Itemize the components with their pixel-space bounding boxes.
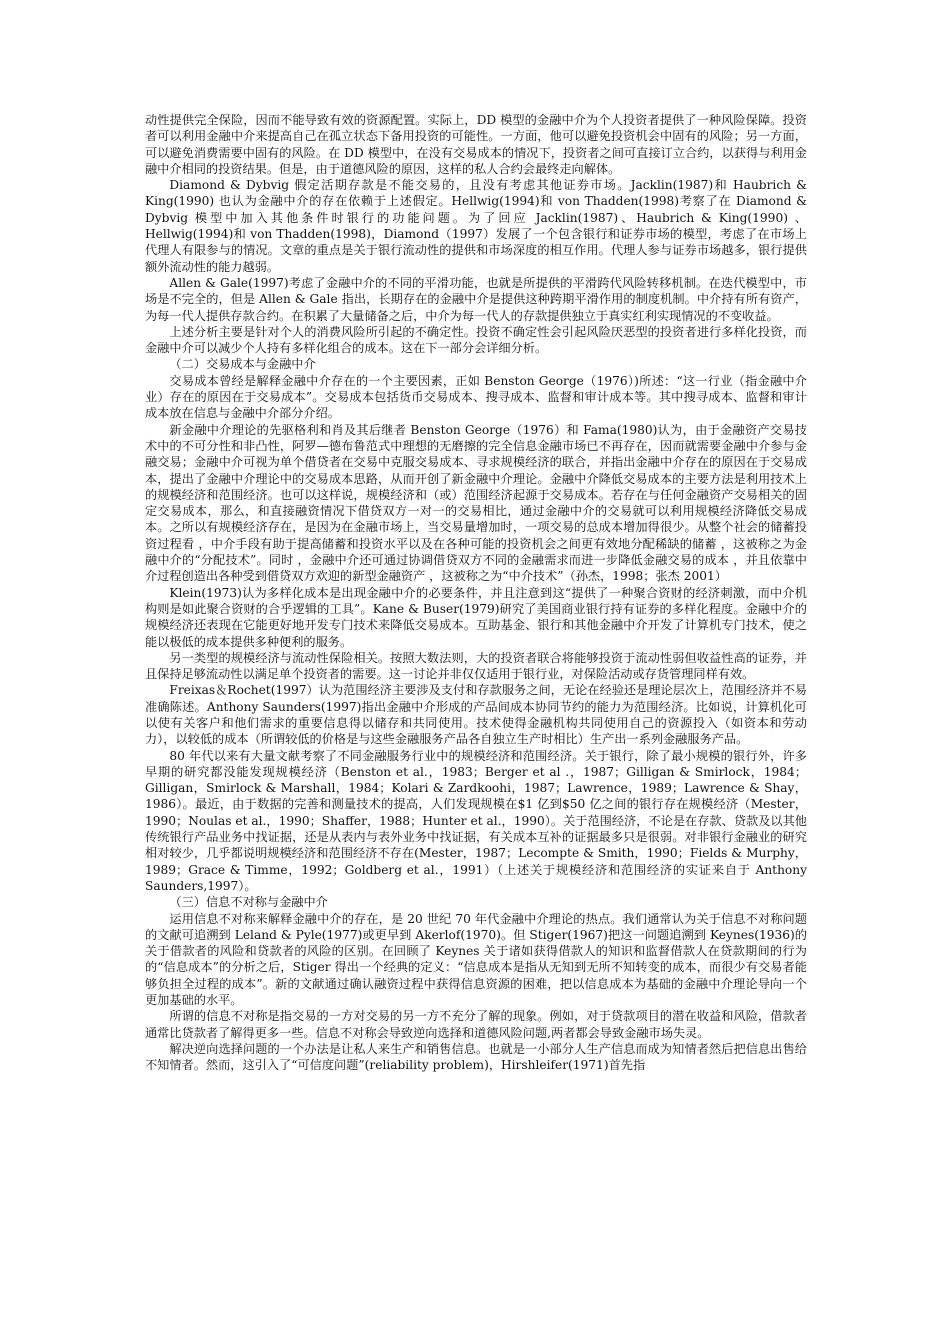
paragraph: Freixas＆Rochet(1997）认为范围经济主要涉及支付和存款服务之间，无论在经验还是理论层次上，范围经济并不易准确陈述。Anthony Saunders(1997)指出金融中介形成的产品间成本协同节约的能力为范围经济。比如说，计算机化可以使有关客户和他们需求的重要信息得以储存和共同使用。技术使得金融机构共同使用自己的资源投入（如资本和劳动力），以较低的成本（所谓较低的价格是与这些金融服务产品各自独立生产时相比）生产出一系列金融服务产品。 xyxy=(145,683,807,747)
paragraph: 上述分析主要是针对个人的消费风险所引起的不确定性。投资不确定性会引起风险厌恶型的投资者进行多样化投资，而金融中介可以减少个人持有多样化组合的成本。这在下一部分会详细分析。 xyxy=(145,324,807,356)
section-heading: （三）信息不对称与金融中介 xyxy=(169,895,328,910)
paragraph: 所谓的信息不对称是指交易的一方对交易的另一方不充分了解的现象。例如，对于贷款项目的潜在收益和风险，借款者通常比贷款者了解得更多一些。信息不对称会导致逆向选择和道德风险问题,两者都会导致金融市场失灵。 xyxy=(145,1009,807,1040)
paragraph: 动性提供完全保险，因而不能导致有效的资源配置。实际上，DD 模型的金融中介为个人投资者提供了一种风险保障。投资者可以利用金融中介来提高自己在孤立状态下备用投资的可能性。一方面，他可以避免投资机会中固有的风险；另一方面，可以避免消费需要中固有的风险。在 DD 模型中，在没有交易成本的情况下，投资者之间可直接订立合约，以获得与利用金融中介相同的投资结果。但是，由于道德风险的原因，这样的私人合约会最终走向解体。 xyxy=(145,113,807,176)
paragraph: 新金融中介理论的先驱格利和肖及其后继者 Benston George（1976）和 Fama(1980)认为，由于金融资产交易技术中的不可分性和非凸性，阿罗—德布鲁范式中理想的无磨擦的完全信息金融市场已不再存在，因而就需要金融中介参与金融交易；金融中介可视为单个借贷者在交易中克服交易成本、寻求规模经济的联合，并指出金融中介存在的原因在于交易成本，提出了金融中介理论中的交易成本思路，从而开创了新金融中介理论。金融中介降低交易成本的主要方法是利用技术上的规模经济和范围经济。也可以这样说，规模经济和（或）范围经济起源于交易成本。若存在与任何金融资产交易相关的固定交易成本，那么，和直接融资情况下借贷双方一对一的交易相比，通过金融中介的交易就可以利用规模经济降低交易成本。之所以有规模经济存在，是因为在金融市场上，当交易量增加时，一项交易的总成本增加得很少。从整个社会的储蓄投资过程看 ，中介手段有助于提高储蓄和投资水平以及在各种可能的投资机会之间更有效地分配稀缺的储蓄 ，这被称之为金融中介的“分配技术”。同时 ，金融中介还可通过协调借贷双方不同的金融需求而进一步降低金融交易的成本 ，并且依靠中介过程创造出各种受到借贷双方欢迎的新型金融资产 ，这被称之为“中介技术”（孙杰，1998；张杰 2001） xyxy=(145,422,807,584)
paragraph: 80 年代以来有大量文献考察了不同金融服务行业中的规模经济和范围经济。关于银行，除了最小规模的银行外，许多早期的研究都没能发现规模经济（Benston et al.，1983；Berger et al .，1987；Gilligan & Smirlock，1984；Gilligan，Smirlock & Marshall，1984；Kolari & Zardkoohi，1987；Lawrence，1989；Lawrence & Shay，1986）。最近，由于数据的完善和测量技术的提高，人们发现规模在$1 亿到$50 亿之间的银行存在规模经济（Mester，1990；Noulas et al.，1990；Shaffer，1988；Hunter et al.，1990）。关于范围经济，不论是在存款、贷款及以其他传统银行产品业务中找证据，还是从表内与表外业务中找证据，有关成本互补的证据最多只是很弱。对非银行金融业的研究相对较少，几乎都说明规模经济和范围经济不存在(Mester，1987；Lecompte & Smith，1990；Fields & Murphy，1989；Grace & Timme，1992；Goldberg et al.，1991）（上述关于规模经济和范围经济的实证来自于 Anthony Saunders,1997）。 xyxy=(145,748,807,893)
paragraph: Klein(1973)认为多样化成本是出现金融中介的必要条件，并且注意到这“提供了一种聚合资财的经济刺激，而中介机构则是如此聚合资财的合乎逻辑的工具”。Kane & Buser(1979)研究了美国商业银行持有证券的多样化程度。金融中介的规模经济还表现在它能更好地开发专门技术来降低交易成本。互助基金、银行和其他金融中介开发了计算机专门技术，使之能以极低的成本提供多种便利的服务。 xyxy=(145,585,807,649)
paragraph: 交易成本曾经是解释金融中介存在的一个主要因素，正如 Benston George（1976）)所述：“这一行业（指金融中介业）存在的原因在于交易成本”。交易成本包括货币交易成本、搜寻成本、监督和审计成本等。其中搜寻成本、监督和审计成本放在信息与金融中介部分介绍。 xyxy=(145,373,807,421)
paragraph: Allen & Gale(1997)考虑了金融中介的不同的平滑功能，也就是所提供的平滑跨代风险转移机制。在迭代模型中，市场是不完全的，但是 Allen & Gale 指出，长期存在的金融中介是提供这种跨期平滑作用的制度机制。中介持有所有资产，为每一代人提供存款合约。在积累了大量储备之后，中介为每一代人的存款提供独立于真实红利实现情况的不变收益。 xyxy=(145,275,807,323)
paragraph: Diamond & Dybvig 假定活期存款是不能交易的，且没有考虑其他证券市场。Jacklin(1987)和 Haubrich & King(1990) 也认为金融中介的存在依赖于上述假定。Hellwig(1994)和 von Thadden(1998)考察了在 Diamond & Dybvig 模型中加入其他条件时银行的功能问题。为了回应 Jacklin(1987)、Haubrich & King(1990) 、Hellwig(1994)和 von Thadden(1998)，Diamond（1997）发展了一个包含银行和证券市场的模型，考虑了在市场上代理人有限参与的情况。文章的重点是关于银行流动性的提供和市场深度的相互作用。代理人参与证券市场越多，银行提供额外流动性的能力越弱。 xyxy=(145,178,807,274)
section-heading: （二）交易成本与金融中介 xyxy=(169,357,316,372)
paragraph: 另一类型的规模经济与流动性保险相关。按照大数法则，大的投资者联合将能够投资于流动性弱但收益性高的证券，并且保持足够流动性以满足单个投资者的需要。这一讨论并非仅仅适用于银行业，对保险活动或存货管理同样有效。 xyxy=(145,650,807,682)
document-body xyxy=(145,112,807,1074)
paragraph: 运用信息不对称来解释金融中介的存在，是 20 世纪 70 年代金融中介理论的热点。我们通常认为关于信息不对称问题的文献可追溯到 Leland & Pyle(1977)或更早到 Akerlof(1970)。但 Stiger(1967)把这一问题追溯到 Keynes(1936)的关于借款者的风险和贷款者的风险的区别。在回顾了 Keynes 关于诸如获得借款人的知识和监督借款人在贷款期间的行为的“信息成本”的分析之后，Stiger 得出一个经典的定义：“信息成本是指从无知到无所不知转变的成本，而很少有交易者能够负担全过程的成本”。新的文献通过确认融资过程中获得信息资源的困难，把以信息成本为基础的金融中介理论导向一个更加基础的水平。 xyxy=(145,911,807,1008)
paragraph: 解决逆向选择问题的一个办法是让私人来生产和销售信息。也就是一小部分人生产信息而成为知情者然后把信息出售给不知情者。然而，这引入了“可信度问题”(reliability problem)，Hirshleifer(1971)首先指 xyxy=(145,1041,807,1073)
